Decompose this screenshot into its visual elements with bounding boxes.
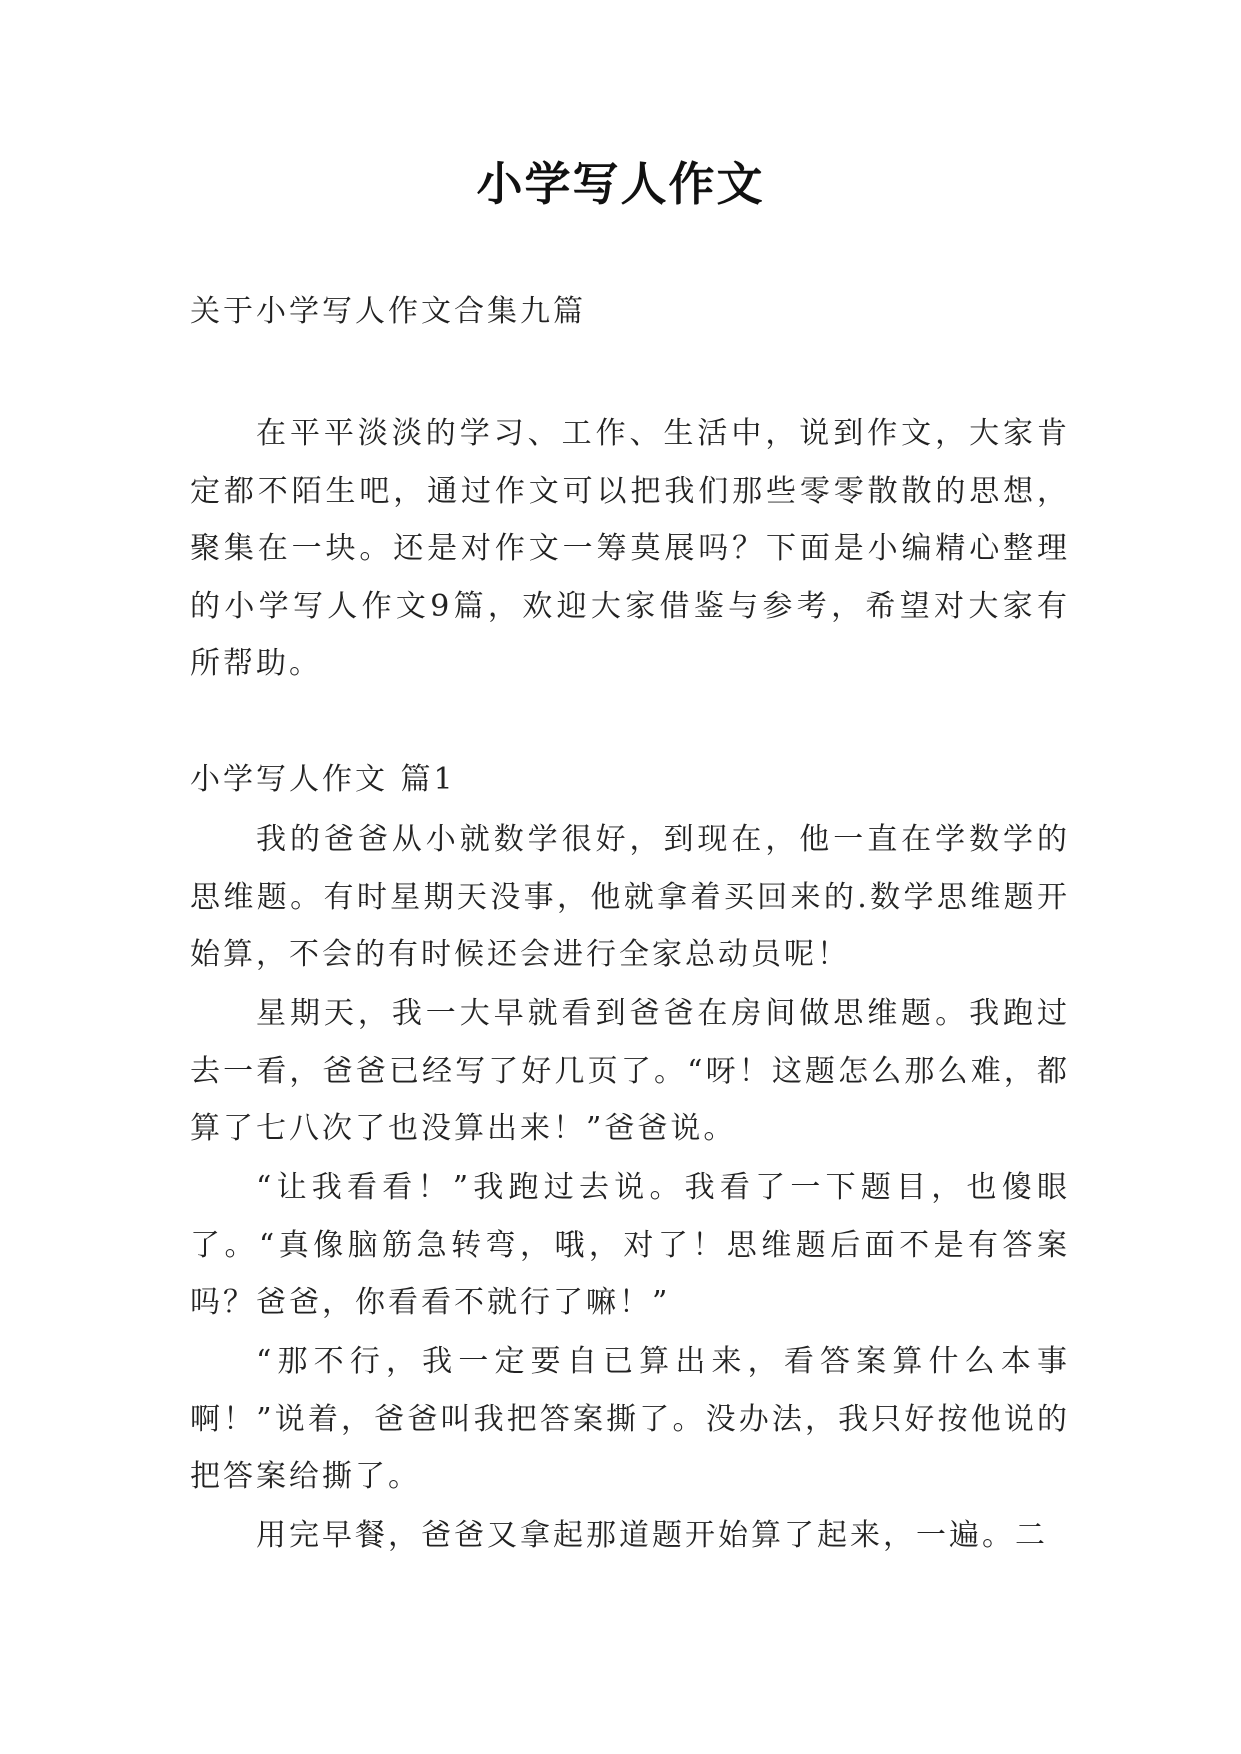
- body-paragraph: 星期天，我一大早就看到爸爸在房间做思维题。我跑过去一看，爸爸已经写了好几页了。“呀！这题怎么那么难，都算了七八次了也没算出来！”爸爸说。: [190, 996, 1070, 1146]
- section-heading: 小学写人作文 篇1: [190, 762, 456, 797]
- document-title: 小学写人作文: [476, 157, 765, 211]
- section-body: [190, 811, 1070, 1566]
- body-paragraph: 用完早餐，爸爸又拿起那道题开始算了起来，一遍。二: [256, 1518, 1048, 1553]
- document-subtitle: 关于小学写人作文合集九篇: [190, 294, 586, 329]
- intro-paragraph: 在平平淡淡的学习、工作、生活中，说到作文，大家肯定都不陌生吧，通过作文可以把我们那些零零散散的思想，聚集在一块。还是对作文一筹莫展吗？下面是小编精心整理的小学写人作文9篇，欢迎大家借鉴与参考，希望对大家有所帮助。: [190, 416, 1070, 681]
- body-paragraph: 我的爸爸从小就数学很好，到现在，他一直在学数学的思维题。有时星期天没事，他就拿着买回来的.数学思维题开始算，不会的有时候还会进行全家总动员呢！: [190, 822, 1070, 972]
- body-paragraph: “让我看看！”我跑过去说。我看了一下题目，也傻眼了。“真像脑筋急转弯，哦，对了！思维题后面不是有答案吗？爸爸，你看看不就行了嘛！”: [190, 1170, 1070, 1320]
- body-paragraph: “那不行，我一定要自已算出来，看答案算什么本事啊！”说着，爸爸叫我把答案撕了。没办法，我只好按他说的把答案给撕了。: [190, 1344, 1070, 1494]
